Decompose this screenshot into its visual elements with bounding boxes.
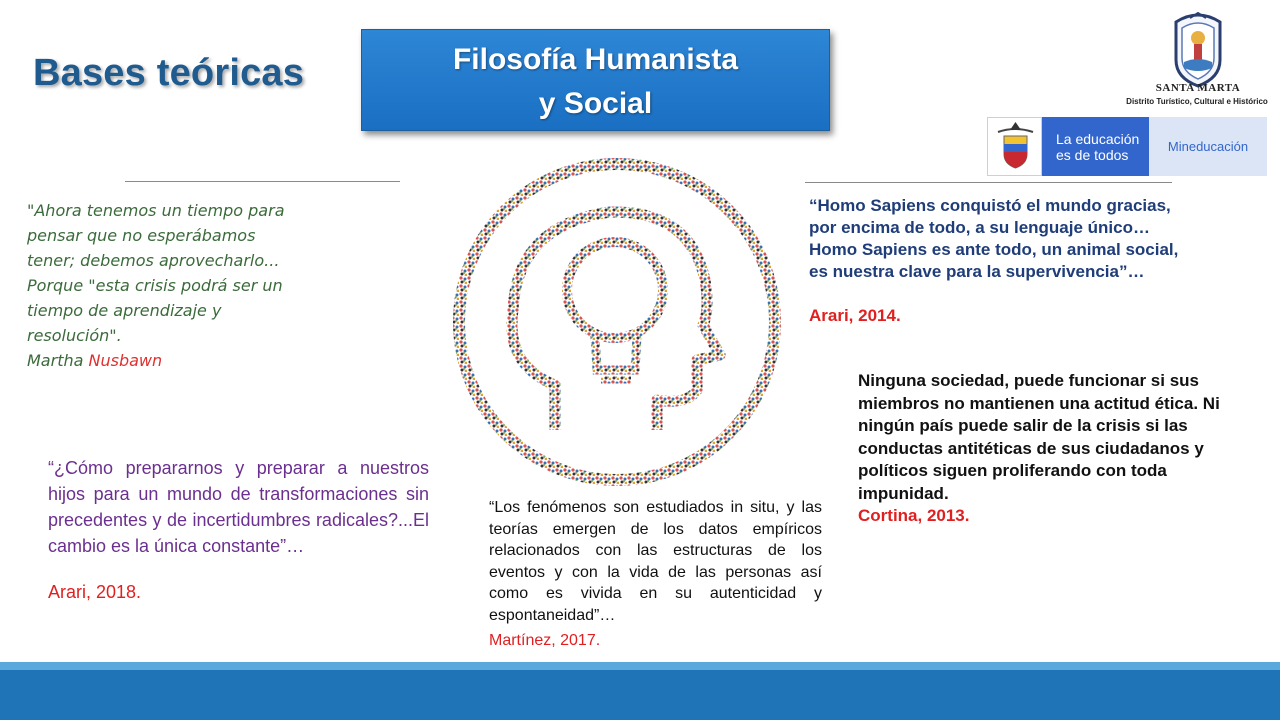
- quote-nussbaum: [27, 198, 295, 373]
- citation-martinez-2017: Martínez, 2017.: [489, 632, 601, 649]
- quote-nussbaum-author-first: Martha: [27, 351, 84, 370]
- footer-accent-bar: [0, 662, 1280, 670]
- gov-education-slogan: [1042, 117, 1149, 176]
- header-title-box: [361, 29, 830, 131]
- citation-arari-2018: Arari, 2018.: [48, 582, 142, 602]
- gov-education-line2: es de todos: [1056, 147, 1129, 163]
- quote-nussbaum-text: "Ahora tenemos un tiempo para pensar que no esperábamos tener; debemos aprovecharlo... Porque "esta crisis podrá ser un tiempo de aprendizaje y resolución".: [27, 201, 285, 345]
- colombia-shield-icon: [987, 117, 1042, 176]
- gov-education-banner: [987, 117, 1280, 176]
- header-title-line1: Filosofía Humanista: [452, 43, 739, 76]
- divider-line-right: [805, 182, 1172, 183]
- citation-cortina-2013: Cortina, 2013.: [858, 506, 970, 525]
- quote-harari-2014: “Homo Sapiens conquistó el mundo gracias, por encima de todo, a su lenguaje único… Homo Sapiens es ante todo, un animal social, es nuestra clave para la supervivencia”…: [809, 196, 1179, 281]
- quote-arari-2018: “¿Cómo prepararnos y preparar a nuestros hijos para un mundo de transformaciones sin precedentes y de incertidumbres radicales?...El cambio es la única constante”…: [48, 458, 429, 556]
- crowd-head-lightbulb-image: [435, 140, 795, 500]
- footer-bar: [0, 670, 1280, 720]
- crest-subtitle: Distrito Turístico, Cultural e Histórico: [1126, 97, 1268, 106]
- crest-city-name: SANTA MARTA: [1155, 82, 1241, 94]
- santa-marta-crest-icon: [1170, 12, 1226, 88]
- header-title-line2: y Social: [538, 87, 653, 120]
- quote-nussbaum-author-last: Nusbawn: [88, 351, 163, 370]
- divider-line-left: [125, 181, 400, 182]
- slide-title: Bases teóricas: [33, 52, 305, 94]
- ministry-label: Mineducación: [1149, 117, 1267, 176]
- citation-arari-2014: Arari, 2014.: [809, 306, 901, 325]
- quote-martinez-2017: “Los fenómenos son estudiados in situ, y las teorías emergen de los datos empíricos relacionados con las estructuras de los eventos y con la vida de las personas así como es vivida en su autenticidad y espontaneidad”…: [489, 497, 822, 626]
- quote-cortina-2013: Ninguna sociedad, puede funcionar si sus miembros no mantienen una actitud ética. Ni ningún país puede salir de la crisis si las conductas antitéticas de sus ciudadanos y políticos siguen proliferando con toda impunidad.: [858, 371, 1220, 503]
- gov-education-line1: La educación: [1056, 131, 1140, 147]
